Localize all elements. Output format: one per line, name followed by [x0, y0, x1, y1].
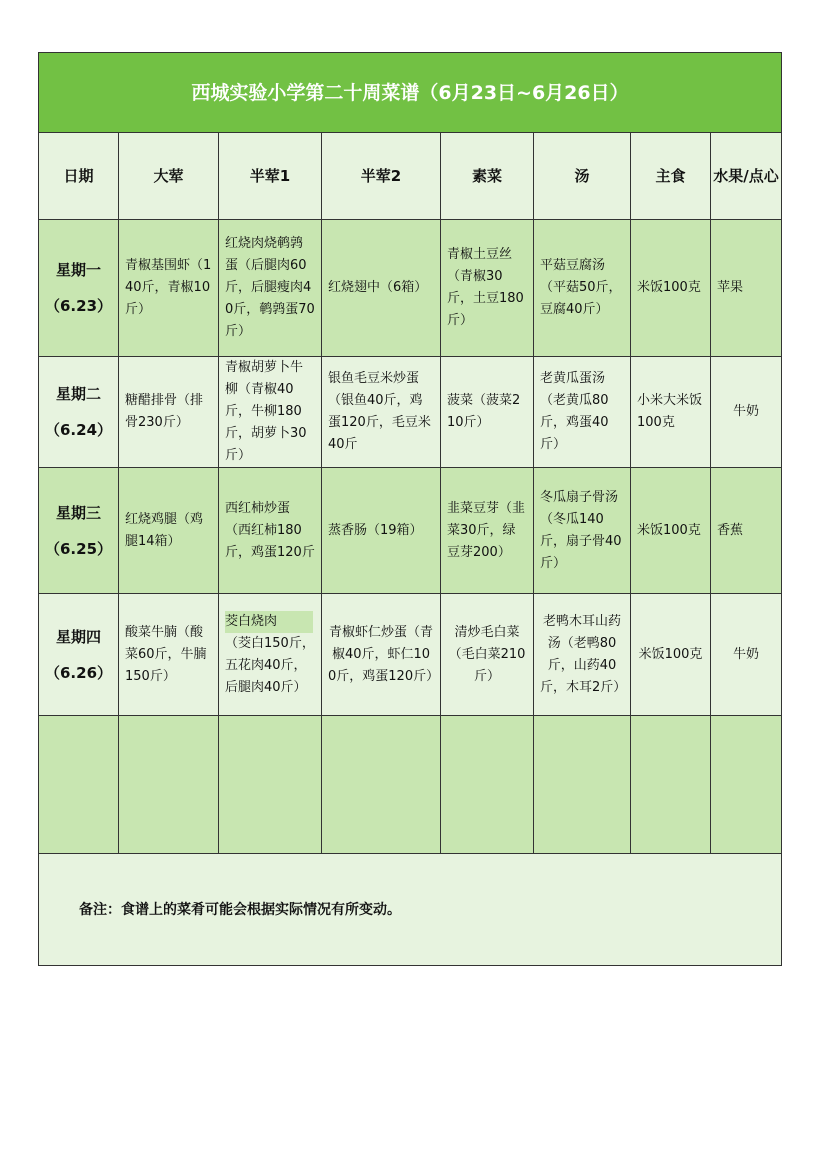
- day-date: （6.26）: [45, 663, 113, 682]
- fruit-cell: 牛奶: [711, 357, 782, 468]
- note-text: 备注：食谱上的菜肴可能会根据实际情况有所变动。: [39, 854, 782, 966]
- soup-cell: 老黄瓜蛋汤（老黄瓜80斤，鸡蛋40斤）: [534, 357, 631, 468]
- half-dish-2-cell: 红烧翅中（6箱）: [322, 220, 441, 357]
- soup-cell: 老鸭木耳山药汤（老鸭80斤，山药40斤，木耳2斤）: [534, 594, 631, 716]
- header-date: 日期: [39, 133, 119, 220]
- empty-cell: [219, 716, 322, 854]
- empty-cell: [534, 716, 631, 854]
- staple-cell: 米饭100克: [631, 594, 711, 716]
- vegetable-cell: 青椒土豆丝（青椒30斤，土豆180斤）: [441, 220, 534, 357]
- half-dish-2-cell: 银鱼毛豆米炒蛋（银鱼40斤，鸡蛋120斤，毛豆米40斤: [322, 357, 441, 468]
- empty-cell: [631, 716, 711, 854]
- table-row: [39, 468, 782, 594]
- header-fruit-snack: 水果/点心: [711, 133, 782, 220]
- main-dish-cell: 糖醋排骨（排骨230斤）: [119, 357, 219, 468]
- half-dish-1-cell: 红烧肉烧鹌鹑蛋（后腿肉60斤，后腿瘦肉40斤，鹌鹑蛋70斤）: [219, 220, 322, 357]
- staple-cell: 米饭100克: [631, 468, 711, 594]
- menu-table: [38, 52, 782, 966]
- header-half-meat-1: 半荤1: [219, 133, 322, 220]
- half-dish-2-cell: 蒸香肠（19箱）: [322, 468, 441, 594]
- day-date: （6.24）: [45, 421, 113, 439]
- header-row: [39, 133, 782, 220]
- table-row: [39, 357, 782, 468]
- table-row: [39, 594, 782, 716]
- day-name: 星期四: [55, 627, 101, 646]
- vegetable-cell: 清炒毛白菜（毛白菜210斤）: [441, 594, 534, 716]
- day-name: 星期一: [55, 261, 101, 279]
- empty-cell: [322, 716, 441, 854]
- page-title: 西城实验小学第二十周菜谱（6月23日~6月26日）: [39, 53, 782, 133]
- header-vegetable: 素菜: [441, 133, 534, 220]
- header-staple: 主食: [631, 133, 711, 220]
- staple-cell: 小米大米饭100克: [631, 357, 711, 468]
- soup-cell: 平菇豆腐汤（平菇50斤，豆腐40斤）: [534, 220, 631, 357]
- fruit-cell: 香蕉: [711, 468, 782, 594]
- empty-cell: [441, 716, 534, 854]
- day-cell: [39, 220, 119, 357]
- main-dish-cell: 红烧鸡腿（鸡腿14箱）: [119, 468, 219, 594]
- day-name: 星期二: [55, 385, 101, 403]
- day-cell: [39, 594, 119, 716]
- fruit-cell: 牛奶: [711, 594, 782, 716]
- empty-row: [39, 716, 782, 854]
- half-dish-1-cell: 西红柿炒蛋（西红柿180斤，鸡蛋120斤: [219, 468, 322, 594]
- vegetable-cell: 韭菜豆芽（韭菜30斤，绿豆芽200）: [441, 468, 534, 594]
- vegetable-cell: 菠菜（菠菜210斤）: [441, 357, 534, 468]
- half-dish-2-cell: 青椒虾仁炒蛋（青椒40斤，虾仁100斤，鸡蛋120斤）: [322, 594, 441, 716]
- day-cell: [39, 357, 119, 468]
- half-dish-1-cell: 青椒胡萝卜牛柳（青椒40斤，牛柳180斤，胡萝卜30斤）: [219, 357, 322, 468]
- half-dish-1-cell: [219, 594, 322, 716]
- header-half-meat-2: 半荤2: [322, 133, 441, 220]
- day-date: （6.23）: [45, 297, 113, 315]
- fruit-cell: 苹果: [711, 220, 782, 357]
- table-row: [39, 220, 782, 357]
- soup-cell: 冬瓜扇子骨汤（冬瓜140斤，扇子骨40斤）: [534, 468, 631, 594]
- day-name: 星期三: [55, 503, 101, 522]
- header-soup: 汤: [534, 133, 631, 220]
- empty-cell: [711, 716, 782, 854]
- main-dish-cell: 酸菜牛腩（酸菜60斤，牛腩150斤）: [119, 594, 219, 716]
- half-dish-1-detail: （茭白150斤，五花肉40斤，后腿肉40斤）: [225, 635, 315, 695]
- empty-cell: [119, 716, 219, 854]
- half-dish-1-title: 茭白烧肉: [225, 611, 313, 633]
- staple-cell: 米饭100克: [631, 220, 711, 357]
- header-main-meat: 大荤: [119, 133, 219, 220]
- main-dish-cell: 青椒基围虾（140斤，青椒10斤）: [119, 220, 219, 357]
- day-date: （6.25）: [45, 539, 113, 558]
- day-cell: [39, 468, 119, 594]
- note-row: [39, 854, 782, 966]
- empty-cell: [39, 716, 119, 854]
- title-row: [39, 53, 782, 133]
